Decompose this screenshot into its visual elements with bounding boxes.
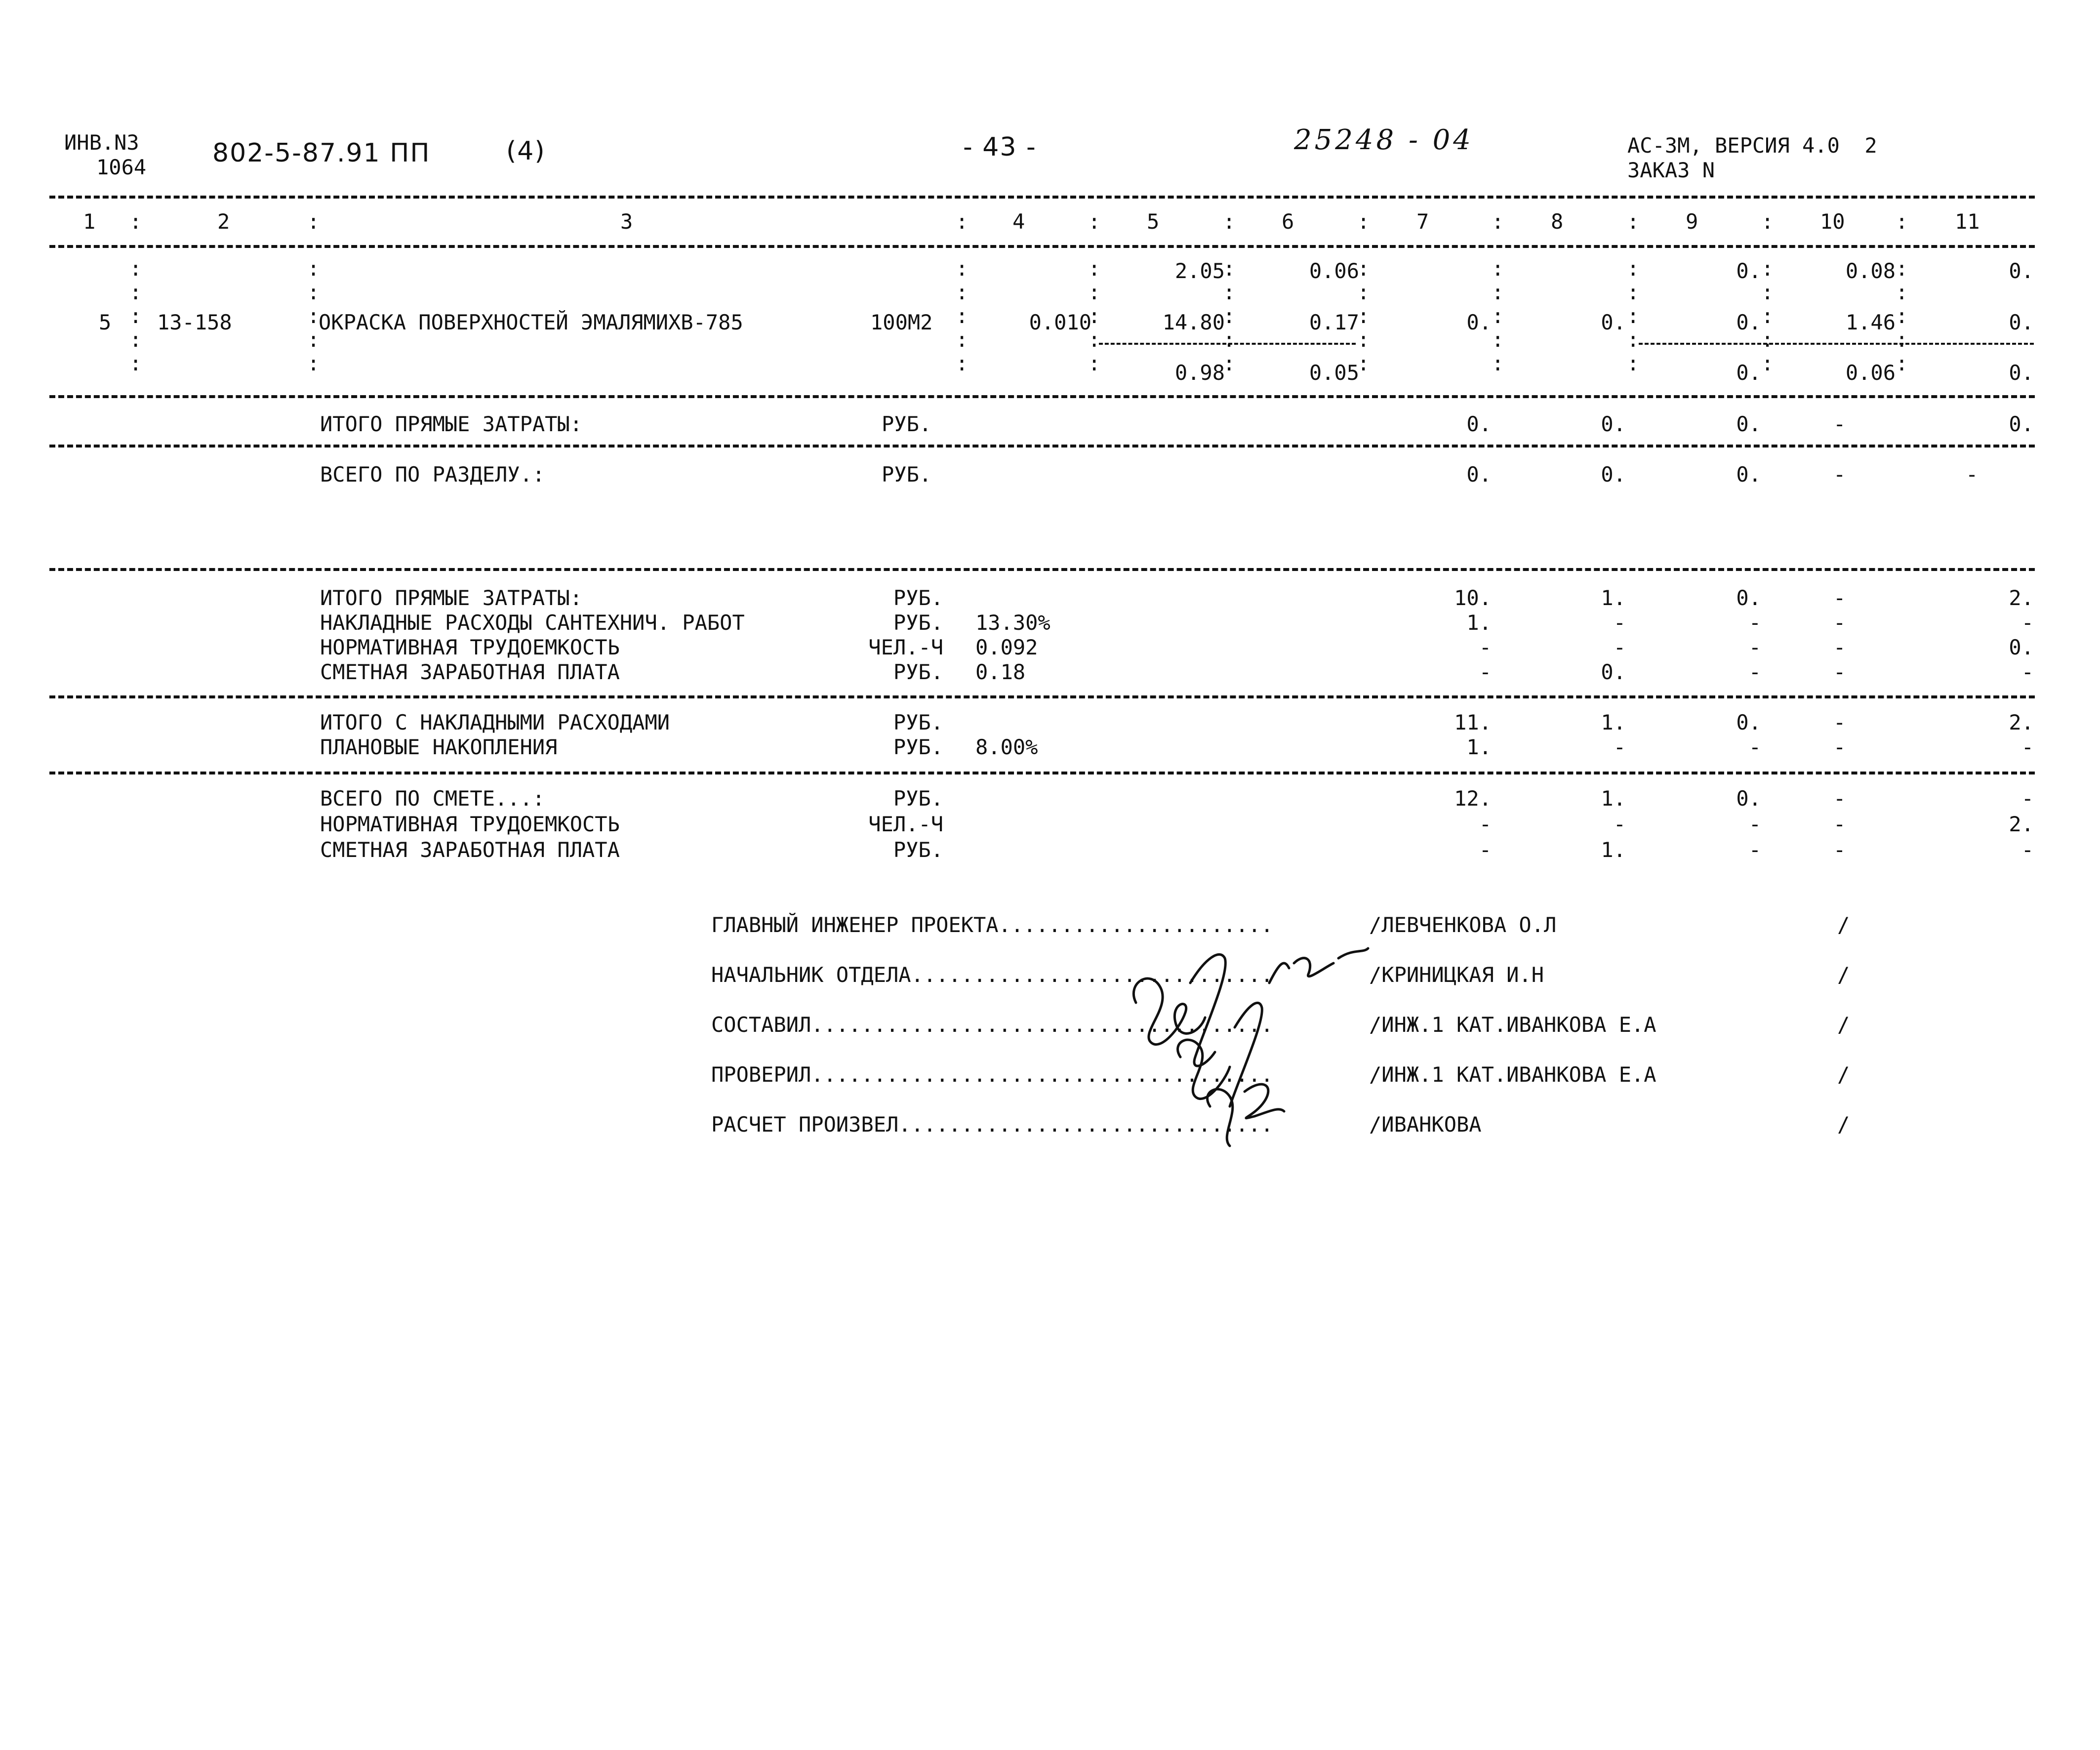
- column-separator: : : : : :: [1492, 256, 1504, 375]
- cell-value: 1.: [1601, 710, 1626, 734]
- summary-unit: РУБ.: [893, 786, 943, 811]
- signature-end: /: [1837, 1062, 1850, 1087]
- sub-divider: [1639, 343, 2034, 345]
- column-header: 7: [1416, 209, 1429, 234]
- summary-label: НОРМАТИВНАЯ ТРУДОЕМКОСТЬ: [320, 635, 620, 659]
- cell-value: -: [1479, 660, 1492, 684]
- column-header: 4: [1012, 209, 1025, 234]
- cell-value: -: [1748, 838, 1761, 862]
- column-separator: :: [1223, 209, 1236, 234]
- inventory-label: ИНВ.N3: [64, 130, 139, 155]
- cell-value: 0.: [1601, 412, 1626, 436]
- column-separator: :: [307, 209, 320, 234]
- cell-value: -: [1833, 412, 1846, 436]
- cell-value: 0.: [1736, 310, 1761, 334]
- cell-value: 0.: [1736, 786, 1761, 811]
- cell-value: 0.: [2009, 259, 2034, 283]
- item-unit: 100М2: [870, 310, 933, 334]
- item-quantity: 0.010: [1029, 310, 1091, 334]
- cell-value: -: [2021, 838, 2034, 862]
- column-separator: : : : : :: [1223, 256, 1236, 375]
- signature-role: НАЧАЛЬНИК ОТДЕЛА.............................: [711, 963, 1273, 987]
- cell-value: -: [1966, 462, 1979, 487]
- project-code: 802-5-87.91 ПП: [212, 138, 431, 168]
- cell-value: -: [2021, 660, 2034, 684]
- inventory-number: 1064: [96, 155, 147, 179]
- signature-person: /ИНЖ.1 КАТ.ИВАНКОВА Е.А: [1369, 1062, 1656, 1087]
- cell-value: 0.: [1601, 660, 1626, 684]
- column-separator: : : : : :: [1761, 256, 1774, 375]
- summary-label: ИТОГО ПРЯМЫЕ ЗАТРАТЫ:: [320, 586, 583, 610]
- column-separator: :: [1357, 209, 1370, 234]
- column-header: 3: [620, 209, 633, 234]
- signature-role: РАСЧЕТ ПРОИЗВЕЛ..............................: [711, 1112, 1273, 1137]
- cell-value: 0.: [1736, 259, 1761, 283]
- cell-value: -: [1833, 462, 1846, 487]
- divider-line: [49, 445, 2035, 448]
- divider-line: [49, 568, 2035, 571]
- cell-value: 10.: [1454, 586, 1492, 610]
- summary-label: ПЛАНОВЫЕ НАКОПЛЕНИЯ: [320, 735, 558, 759]
- cell-value: -: [1833, 710, 1846, 734]
- sub-divider: [1099, 343, 1356, 345]
- column-separator: :: [956, 209, 969, 234]
- cell-value: 0.: [1466, 310, 1492, 334]
- cell-value: 0.: [2009, 412, 2034, 436]
- column-header: 8: [1551, 209, 1564, 234]
- signature-person: /ЛЕВЧЕНКОВА О.Л: [1369, 913, 1557, 937]
- summary-rate: 0.092: [975, 635, 1038, 659]
- column-separator: : : : : :: [1357, 256, 1370, 375]
- summary-unit: ЧЕЛ.-Ч: [868, 812, 943, 836]
- signature-end: /: [1837, 1013, 1850, 1037]
- cell-value: -: [1748, 660, 1761, 684]
- totals-unit: РУБ.: [882, 462, 932, 487]
- cell-value: 1.: [1601, 786, 1626, 811]
- cell-value: 0.: [1736, 412, 1761, 436]
- summary-unit: РУБ.: [893, 838, 943, 862]
- cell-value: 0.: [1601, 462, 1626, 487]
- column-separator: :: [129, 209, 142, 234]
- cell-value: 0.08: [1845, 259, 1896, 283]
- cell-value: -: [2021, 610, 2034, 635]
- totals-label: ИТОГО ПРЯМЫЕ ЗАТРАТЫ:: [320, 412, 583, 436]
- signature-person: /ИНЖ.1 КАТ.ИВАНКОВА Е.А: [1369, 1013, 1656, 1037]
- cell-value: -: [1748, 610, 1761, 635]
- column-separator: : : : : :: [307, 256, 320, 375]
- summary-label: СМЕТНАЯ ЗАРАБОТНАЯ ПЛАТА: [320, 660, 620, 684]
- cell-value: -: [1613, 812, 1626, 836]
- summary-unit: РУБ.: [893, 610, 943, 635]
- column-separator: :: [1492, 209, 1504, 234]
- summary-label: НАКЛАДНЫЕ РАСХОДЫ САНТЕХНИЧ. РАБОТ: [320, 610, 745, 635]
- cell-value: -: [1479, 635, 1492, 659]
- cell-value: 0.: [2009, 361, 2034, 385]
- cell-value: 0.: [1736, 361, 1761, 385]
- cell-value: 1.: [1601, 586, 1626, 610]
- summary-rate: 13.30%: [975, 610, 1050, 635]
- part-number: (4): [506, 136, 546, 166]
- column-separator: :: [1896, 209, 1908, 234]
- cell-value: 11.: [1454, 710, 1492, 734]
- cell-value: -: [1833, 610, 1846, 635]
- cell-value: 2.: [2009, 812, 2034, 836]
- divider-line: [49, 196, 2035, 199]
- cell-value: 1.: [1466, 735, 1492, 759]
- signature-end: /: [1837, 963, 1850, 987]
- signature-role: ГЛАВНЫЙ ИНЖЕНЕР ПРОЕКТА......................: [711, 913, 1273, 937]
- cell-value: -: [1833, 635, 1846, 659]
- cell-value: -: [1613, 610, 1626, 635]
- summary-label: СМЕТНАЯ ЗАРАБОТНАЯ ПЛАТА: [320, 838, 620, 862]
- summary-unit: РУБ.: [893, 710, 943, 734]
- column-header: 11: [1955, 209, 1980, 234]
- cell-value: 2.: [2009, 586, 2034, 610]
- cell-value: -: [1479, 812, 1492, 836]
- cell-value: -: [1748, 812, 1761, 836]
- cell-value: -: [1833, 838, 1846, 862]
- cell-value: -: [1613, 735, 1626, 759]
- divider-line: [49, 395, 2035, 398]
- summary-label: НОРМАТИВНАЯ ТРУДОЕМКОСТЬ: [320, 812, 620, 836]
- summary-unit: РУБ.: [893, 735, 943, 759]
- handwritten-signature: [1106, 929, 1383, 1156]
- item-number: 5: [99, 310, 112, 334]
- summary-unit: РУБ.: [893, 586, 943, 610]
- column-separator: : : : : :: [956, 256, 969, 375]
- cell-value: -: [1613, 635, 1626, 659]
- order-number: ЗАКАЗ N: [1627, 158, 1715, 182]
- summary-label: ВСЕГО ПО СМЕТЕ...:: [320, 786, 545, 811]
- software-version: АС-3М, ВЕРСИЯ 4.0 2: [1627, 133, 1877, 158]
- cell-value: 0.05: [1309, 361, 1359, 385]
- cell-value: -: [1833, 586, 1846, 610]
- column-header: 10: [1820, 209, 1845, 234]
- cell-value: 1.46: [1845, 310, 1896, 334]
- cell-value: 14.80: [1162, 310, 1225, 334]
- cell-value: 2.: [2009, 710, 2034, 734]
- cell-value: 1.: [1466, 610, 1492, 635]
- cell-value: 0.: [1736, 586, 1761, 610]
- divider-line: [49, 772, 2035, 774]
- document-number: 25248 - 04: [1294, 124, 1474, 156]
- cell-value: 0.: [2009, 310, 2034, 334]
- cell-value: 0.06: [1309, 259, 1359, 283]
- summary-unit: РУБ.: [893, 660, 943, 684]
- signature-person: /ИВАНКОВА: [1369, 1112, 1482, 1137]
- column-header: 5: [1147, 209, 1160, 234]
- cell-value: -: [1833, 735, 1846, 759]
- cell-value: 0.: [1736, 462, 1761, 487]
- column-separator: :: [1761, 209, 1774, 234]
- cell-value: -: [2021, 786, 2034, 811]
- page-number: - 43 -: [963, 132, 1037, 162]
- column-header: 9: [1686, 209, 1698, 234]
- summary-rate: 8.00%: [975, 735, 1038, 759]
- cell-value: -: [1748, 635, 1761, 659]
- column-separator: : : : : :: [1896, 256, 1908, 375]
- cell-value: -: [1748, 735, 1761, 759]
- cell-value: 0.06: [1845, 361, 1896, 385]
- signature-role: СОСТАВИЛ.....................................: [711, 1013, 1273, 1037]
- cell-value: -: [1833, 660, 1846, 684]
- cell-value: 12.: [1454, 786, 1492, 811]
- cell-value: -: [1833, 812, 1846, 836]
- cell-value: 0.: [1466, 462, 1492, 487]
- column-separator: : : : : :: [1088, 256, 1101, 375]
- cell-value: 0.98: [1174, 361, 1225, 385]
- signature-person: /КРИНИЦКАЯ И.Н: [1369, 963, 1544, 987]
- divider-line: [49, 245, 2035, 248]
- summary-label: ИТОГО С НАКЛАДНЫМИ РАСХОДАМИ: [320, 710, 670, 734]
- cell-value: 0.: [1466, 412, 1492, 436]
- divider-line: [49, 695, 2035, 698]
- item-name: ОКРАСКА ПОВЕРХНОСТЕЙ ЭМАЛЯМИХВ-785: [319, 310, 743, 334]
- cell-value: 0.: [1736, 710, 1761, 734]
- cell-value: -: [1833, 786, 1846, 811]
- item-code: 13-158: [157, 310, 232, 334]
- cell-value: -: [2021, 735, 2034, 759]
- cell-value: -: [1479, 838, 1492, 862]
- column-header: 1: [83, 209, 96, 234]
- summary-rate: 0.18: [975, 660, 1026, 684]
- cell-value: 2.05: [1174, 259, 1225, 283]
- signature-end: /: [1837, 1112, 1850, 1137]
- column-separator: : : : : :: [1627, 256, 1640, 375]
- column-header: 2: [217, 209, 230, 234]
- column-separator: :: [1088, 209, 1101, 234]
- cell-value: 0.: [1601, 310, 1626, 334]
- summary-unit: ЧЕЛ.-Ч: [868, 635, 943, 659]
- column-separator: :: [1627, 209, 1640, 234]
- signature-end: /: [1837, 913, 1850, 937]
- signature-role: ПРОВЕРИЛ.....................................: [711, 1062, 1273, 1087]
- column-separator: : : : : :: [129, 256, 142, 375]
- cell-value: 1.: [1601, 838, 1626, 862]
- cell-value: 0.: [2009, 635, 2034, 659]
- totals-label: ВСЕГО ПО РАЗДЕЛУ.:: [320, 462, 545, 487]
- totals-unit: РУБ.: [882, 412, 932, 436]
- column-header: 6: [1282, 209, 1294, 234]
- cell-value: 0.17: [1309, 310, 1359, 334]
